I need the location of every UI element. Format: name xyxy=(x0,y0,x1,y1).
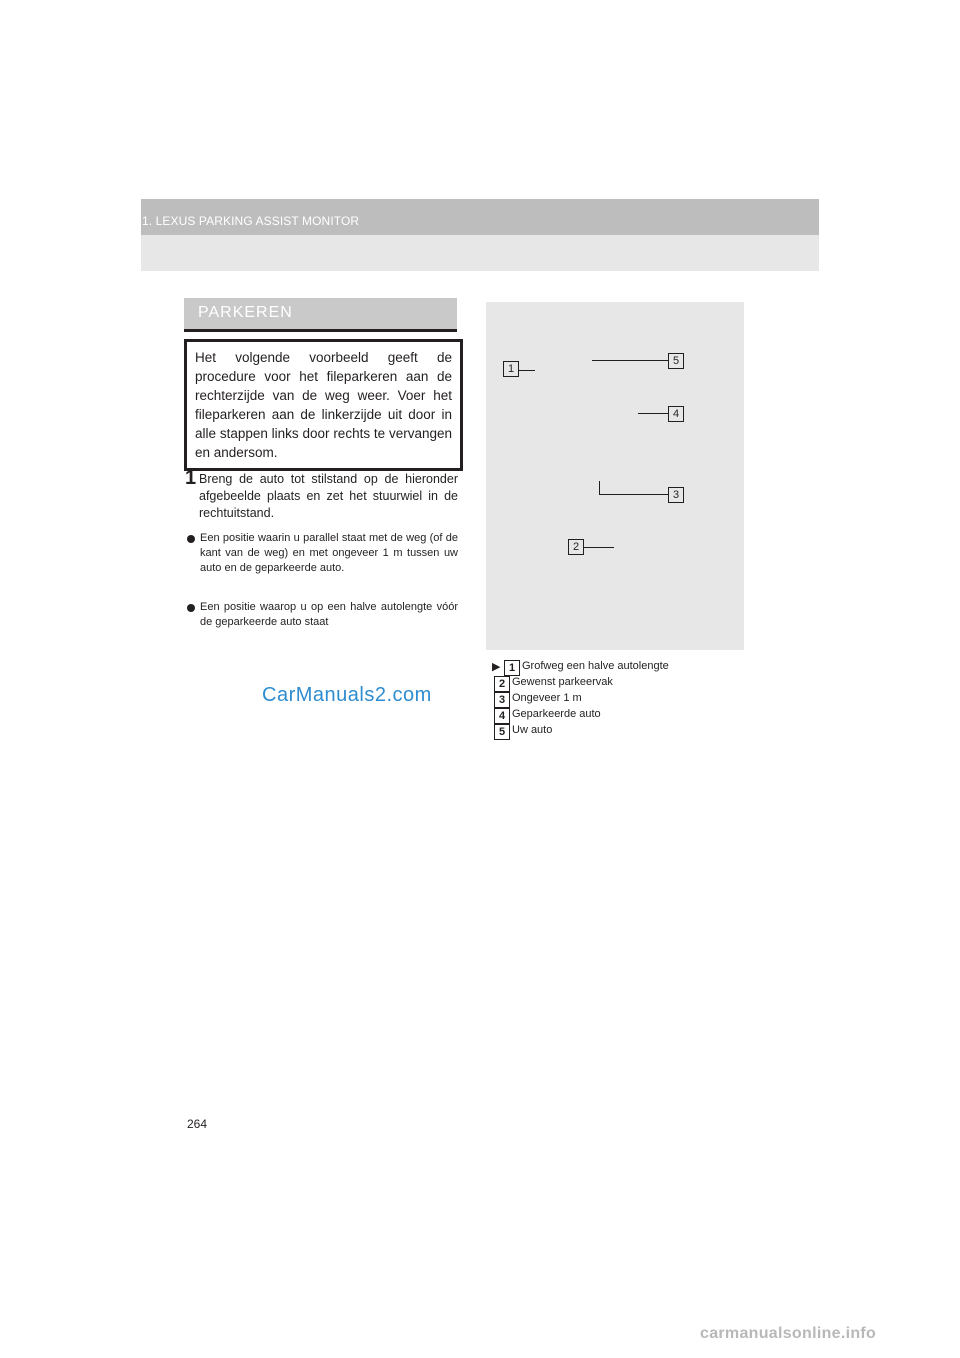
legend-number: 3 xyxy=(494,692,510,708)
callout-2: 2 xyxy=(568,539,584,555)
bullet-text: Een positie waarop u op een halve autolengte vóór de geparkeerde auto staat xyxy=(200,601,458,628)
bullet-text: Een positie waarin u parallel staat met de weg (of de kant van de weg) en met ongeveer 1 m tussen uw auto en de geparkeerde auto. xyxy=(200,532,458,574)
leader-line xyxy=(599,481,600,494)
legend-text: Ongeveer 1 m xyxy=(512,692,582,704)
legend-row xyxy=(494,659,714,675)
legend-row xyxy=(494,675,714,691)
leader-line xyxy=(584,547,614,548)
bullet-icon xyxy=(187,535,195,543)
section-header xyxy=(184,298,457,332)
legend-number: 2 xyxy=(494,676,510,692)
legend-number: 5 xyxy=(494,724,510,740)
legend-row xyxy=(494,723,714,739)
leader-line xyxy=(519,370,535,371)
header-band xyxy=(141,199,819,271)
header-strip xyxy=(141,199,819,235)
watermark-carmanuals2: CarManuals2.com xyxy=(262,684,432,706)
legend-number: 4 xyxy=(494,708,510,724)
legend-text: Geparkeerde auto xyxy=(512,708,601,720)
arrow-icon: ▶ xyxy=(492,661,501,673)
callout-5: 5 xyxy=(668,353,684,369)
legend-number: 1 xyxy=(504,660,520,676)
callout-3: 3 xyxy=(668,487,684,503)
legend-row xyxy=(494,707,714,723)
watermark-carmanualsonline: carmanualsonline.info xyxy=(700,1325,877,1342)
leader-line xyxy=(638,413,668,414)
intro-box: Het volgende voorbeeld geeft de procedure voor het fileparkeren aan de rechterzijde van de weg weer. Voer het fileparkeren aan de linkerzijde uit door in alle stappen links door rechts te vervangen en andersom. xyxy=(184,339,463,471)
legend-text: Gewenst parkeervak xyxy=(512,676,613,688)
page-number: 264 xyxy=(187,1117,208,1131)
legend-text: Grofweg een halve autolengte xyxy=(522,660,669,672)
section-header-bar xyxy=(184,298,457,332)
bullet-icon xyxy=(187,604,195,612)
section-title: PARKEREN xyxy=(198,304,293,321)
step-number: 1 xyxy=(185,467,197,489)
callout-4: 4 xyxy=(668,406,684,422)
step-text: Breng de auto tot stilstand op de hieronder afgebeelde plaats en zet het stuurwiel in de rechtuitstand. xyxy=(199,472,458,520)
leader-line xyxy=(599,494,668,495)
chapter-title: 1. LEXUS PARKING ASSIST MONITOR xyxy=(142,214,360,228)
legend-row xyxy=(494,691,714,707)
callout-1: 1 xyxy=(503,361,519,377)
leader-line xyxy=(592,360,668,361)
parking-illustration xyxy=(486,302,744,650)
legend-text: Uw auto xyxy=(512,724,553,736)
